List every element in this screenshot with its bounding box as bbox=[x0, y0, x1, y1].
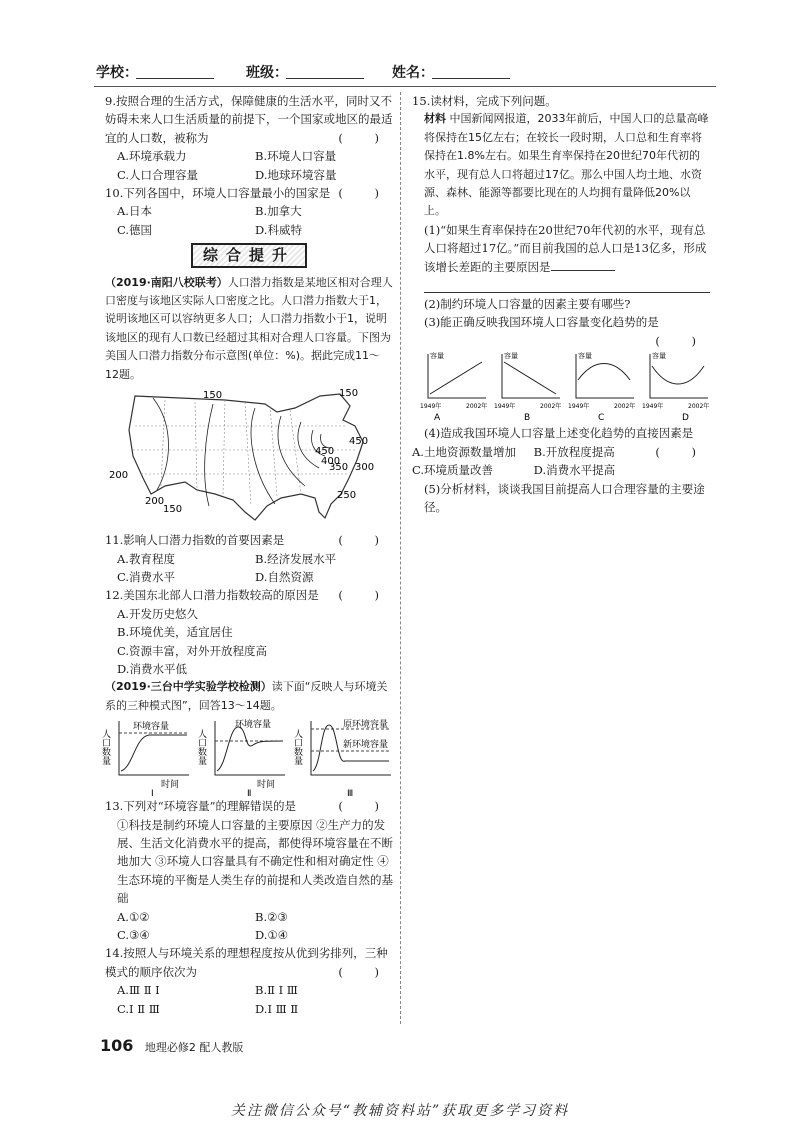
intro-13-14 bbox=[105, 678, 393, 715]
q15-sub1: (1)“如果生育率保持在20世纪70年代初的水平，现有总人口将超过17亿。”而目前我国的总人口是13亿多，形成该增长差距的主要原因是 bbox=[424, 222, 707, 274]
q9-option-a[interactable]: A.环境承载力 bbox=[117, 149, 187, 164]
q14-stem: 14.按照人与环境关系的理想程度按从优到劣排列，三种模式的顺序依次为 ( ) bbox=[105, 944, 393, 981]
intro1-source: （2019·南阳八校联考） bbox=[105, 275, 228, 289]
q15-sub4-paren[interactable]: ( ) bbox=[655, 444, 710, 459]
q12-option-d[interactable]: D.消费水平低 bbox=[117, 661, 187, 676]
q13-option-c[interactable]: C.③④ bbox=[117, 928, 150, 942]
q11-stem: 11.影响人口潜力指数的首要因素是 ( ) bbox=[105, 531, 393, 549]
q13-options bbox=[105, 908, 393, 945]
trend-line bbox=[578, 364, 630, 381]
graph-letter: C bbox=[598, 413, 605, 424]
graph-x0: 1949年 bbox=[642, 403, 664, 411]
q9-option-d[interactable]: D.地球环境容量 bbox=[255, 167, 337, 182]
q11-options bbox=[105, 550, 393, 587]
isoline-200 bbox=[205, 404, 213, 506]
model-1 bbox=[100, 720, 189, 799]
q14-options bbox=[105, 981, 393, 1018]
model-ylabel: 人口数量 bbox=[292, 729, 302, 766]
student-info-header bbox=[96, 62, 736, 82]
isoline-350 bbox=[298, 422, 319, 468]
graph-letter: B bbox=[524, 413, 531, 424]
q13-option-a[interactable]: A.①② bbox=[117, 909, 150, 924]
map-label: 350 bbox=[329, 462, 349, 474]
class-label: 班级： bbox=[246, 65, 288, 81]
map-label: 300 bbox=[355, 462, 375, 474]
q15-stem: 15.读材料，完成下列问题。 bbox=[412, 94, 557, 108]
graph-ylabel: 容量 bbox=[578, 352, 592, 361]
model-numeral: Ⅲ bbox=[347, 789, 354, 800]
graph-a bbox=[420, 351, 487, 423]
q11-option-d[interactable]: D.自然资源 bbox=[255, 569, 314, 584]
map-label: 400 bbox=[321, 456, 341, 468]
model-ylabel: 人口数量 bbox=[100, 729, 110, 766]
book-title: 地理必修2 配人教版 bbox=[144, 1041, 244, 1054]
us-population-potential-map bbox=[105, 386, 393, 531]
q15-option-a[interactable]: A.土地资源数量增加 bbox=[412, 444, 516, 459]
q15-option-c[interactable]: C.环境质量改善 bbox=[412, 463, 494, 478]
model-numeral: Ⅰ bbox=[151, 789, 154, 800]
x-label: 时间 bbox=[257, 780, 276, 791]
q9-stem: 9.按照合理的生活方式，保障健康的生活水平，同时又不妨碍未来人口生活质量的前提下，一个国家或地区的最适宜的人口数，被称为 ( ) bbox=[105, 92, 393, 147]
graph-letter: D bbox=[682, 413, 689, 424]
map-label: 450 bbox=[315, 446, 335, 458]
new-capacity-label: 新环境容量 bbox=[343, 740, 389, 751]
material-label: 材料 bbox=[424, 112, 446, 126]
map-label: 450 bbox=[349, 436, 369, 448]
q10-option-d[interactable]: D.科威特 bbox=[255, 222, 302, 237]
capacity-label: 环境容量 bbox=[235, 720, 272, 731]
graph-x0: 1949年 bbox=[494, 403, 516, 411]
q11-option-b[interactable]: B.经济发展水平 bbox=[255, 551, 337, 566]
graph-x0: 1949年 bbox=[420, 403, 442, 411]
q12-answer-paren[interactable]: ( ) bbox=[338, 588, 393, 603]
isoline-150-west bbox=[153, 398, 169, 490]
graph-x1: 2002年 bbox=[688, 403, 710, 411]
q10-answer-paren[interactable]: ( ) bbox=[338, 186, 393, 201]
name-label: 姓名： bbox=[392, 65, 434, 81]
q15-sub3: (3)能正确反映我国环境人口容量变化趋势的是 ( ) bbox=[412, 313, 710, 331]
population-curve bbox=[121, 735, 187, 771]
q9-options bbox=[105, 147, 393, 184]
axes bbox=[428, 354, 486, 398]
q13-answer-paren[interactable]: ( ) bbox=[338, 799, 393, 814]
graph-x1: 2002年 bbox=[540, 403, 562, 411]
intro2-text: 读下面“反映人与环境关系的三种模式图”，回答13～14题。 bbox=[105, 680, 388, 712]
trend-line bbox=[504, 362, 556, 394]
right-column bbox=[412, 92, 710, 516]
model-numeral: Ⅱ bbox=[247, 789, 252, 800]
model-3 bbox=[292, 718, 391, 799]
intro2-source: （2019·三台中学实验学校检测） bbox=[105, 680, 272, 694]
left-column bbox=[100, 92, 393, 1018]
graph-x1: 2002年 bbox=[614, 403, 636, 411]
name-blank[interactable] bbox=[432, 62, 510, 79]
school-label: 学校： bbox=[96, 65, 138, 81]
trend-line bbox=[652, 366, 704, 384]
q15-sub4: (4)造成我国环境人口容量上述变化趋势的直接因素是 ( ) bbox=[412, 424, 710, 442]
axes bbox=[576, 354, 634, 398]
q14-option-c[interactable]: C.Ⅰ Ⅱ Ⅲ bbox=[117, 1001, 160, 1016]
q13-option-d[interactable]: D.①④ bbox=[255, 928, 289, 942]
q15-sub4-options bbox=[412, 443, 655, 480]
q15-sub1-blank[interactable] bbox=[551, 258, 615, 271]
intro-11-12 bbox=[105, 274, 393, 384]
map-label: 200 bbox=[109, 470, 129, 482]
page-number: 106 bbox=[100, 1036, 134, 1055]
q15-option-d[interactable]: D.消费水平提高 bbox=[533, 463, 616, 478]
axes bbox=[650, 354, 708, 398]
three-models-diagram bbox=[100, 715, 393, 800]
q15-material bbox=[412, 110, 710, 220]
material-text: 中国新闻网报道，2033年前后，中国人口的总量高峰将保持在15亿左右；在较长一段时期，人口总和生育率将保持在1.8%左右。如果生育率保持在20世纪70年代初的水平，现有总人口将超过17亿。那么中国人均土地、水资源、森林、能源等都要比现在的人均拥有量降低20%以上。 bbox=[424, 112, 709, 218]
page-footer bbox=[100, 1036, 243, 1055]
section-heading bbox=[105, 243, 393, 267]
graph-letter: A bbox=[434, 413, 441, 424]
q12-stem: 12.美国东北部人口潜力指数较高的原因是 ( ) bbox=[105, 586, 393, 604]
map-label: 200 bbox=[145, 496, 165, 508]
graph-ylabel: 容量 bbox=[652, 352, 666, 361]
q10-stem: 10.下列各国中，环境人口容量最小的国家是 ( ) bbox=[105, 184, 393, 202]
q15-option-b[interactable]: B.开放程度提高 bbox=[533, 444, 615, 459]
q15-sub3-paren[interactable]: ( ) bbox=[655, 333, 710, 348]
intro1-text: 人口潜力指数是某地区相对合理人口密度与该地区实际人口密度之比。人口潜力指数大于1，说明该地区可以容纳更多人口；人口潜力指数小于1，说明该地区的现有人口数已经超过其相对合理人口容量。下图为美国人口潜力指数分布示意图(单位：%)。据此完成11～12题。 bbox=[105, 275, 393, 381]
original-capacity-label: 原环境容量 bbox=[343, 720, 389, 731]
graph-b bbox=[494, 351, 561, 423]
q11-option-c[interactable]: C.消费水平 bbox=[117, 569, 176, 584]
q15-sub2: (2)制约环境人口容量的因素主要有哪些? bbox=[424, 297, 631, 312]
q12-option-c[interactable]: C.资源丰富，对外开放程度高 bbox=[117, 643, 268, 658]
graph-c bbox=[568, 351, 635, 423]
class-blank[interactable] bbox=[286, 62, 364, 79]
capacity-trend-graphs bbox=[420, 350, 716, 424]
model-ylabel: 人口数量 bbox=[196, 729, 206, 766]
population-curve bbox=[217, 727, 283, 771]
q15-sub5: (5)分析材料，谈谈我国目前提高人口合理容量的主要途径。 bbox=[424, 481, 705, 514]
model-2 bbox=[196, 718, 285, 799]
map-label: 150 bbox=[339, 388, 359, 400]
map-label: 150 bbox=[203, 390, 223, 402]
q10-option-a[interactable]: A.日本 bbox=[117, 204, 152, 219]
q9-answer-paren[interactable]: ( ) bbox=[338, 130, 393, 145]
trend-line bbox=[430, 362, 482, 394]
q11-answer-paren[interactable]: ( ) bbox=[338, 533, 393, 548]
q9-option-b[interactable]: B.环境人口容量 bbox=[255, 149, 337, 164]
school-blank[interactable] bbox=[136, 62, 214, 79]
q14-option-d[interactable]: D.Ⅰ Ⅲ Ⅱ bbox=[255, 1001, 299, 1016]
q10-option-b[interactable]: B.加拿大 bbox=[255, 204, 302, 219]
section-title: 综合提升 bbox=[191, 243, 307, 267]
header-rule bbox=[94, 86, 716, 87]
q14-option-a[interactable]: A.Ⅲ Ⅱ Ⅰ bbox=[117, 983, 160, 998]
graph-ylabel: 容量 bbox=[504, 352, 518, 361]
q12-option-a[interactable]: A.开发历史悠久 bbox=[117, 606, 198, 621]
q9-option-c[interactable]: C.人口合理容量 bbox=[117, 167, 199, 182]
q12-option-b[interactable]: B.环境优美，适宜居住 bbox=[117, 625, 233, 640]
graph-x1: 2002年 bbox=[466, 403, 488, 411]
watermark-note: 关注微信公众号“教辅资料站”获取更多学习资料 bbox=[230, 1103, 570, 1119]
column-divider bbox=[400, 92, 401, 1024]
q15-sub1-answer-line[interactable] bbox=[424, 276, 710, 293]
capacity-label: 环境容量 bbox=[133, 722, 170, 733]
map-label: 150 bbox=[163, 504, 183, 516]
graph-d bbox=[642, 351, 709, 423]
q13-option-b[interactable]: B.②③ bbox=[255, 909, 288, 924]
graph-x0: 1949年 bbox=[568, 403, 590, 411]
q13-stem: 13.下列对“环境容量”的理解错误的是 ( ) bbox=[105, 797, 393, 815]
q13-statements: ①科技是制约环境人口容量的主要原因 ②生产力的发展、生活文化消费水平的提高，都使得环境容量在不断地加大 ③环境人口容量具有不确定性和相对确定性 ④生态环境的平衡是人类生存的前提和人类改造自然的基础 bbox=[117, 817, 393, 906]
q14-option-b[interactable]: B.Ⅱ Ⅰ Ⅲ bbox=[255, 983, 298, 998]
map-label: 250 bbox=[337, 490, 357, 502]
q11-option-a[interactable]: A.教育程度 bbox=[117, 551, 175, 566]
graph-ylabel: 容量 bbox=[430, 352, 444, 361]
x-label: 时间 bbox=[161, 780, 180, 791]
q14-answer-paren[interactable]: ( ) bbox=[338, 964, 393, 979]
q10-option-c[interactable]: C.德国 bbox=[117, 222, 153, 237]
q10-options bbox=[105, 202, 393, 239]
